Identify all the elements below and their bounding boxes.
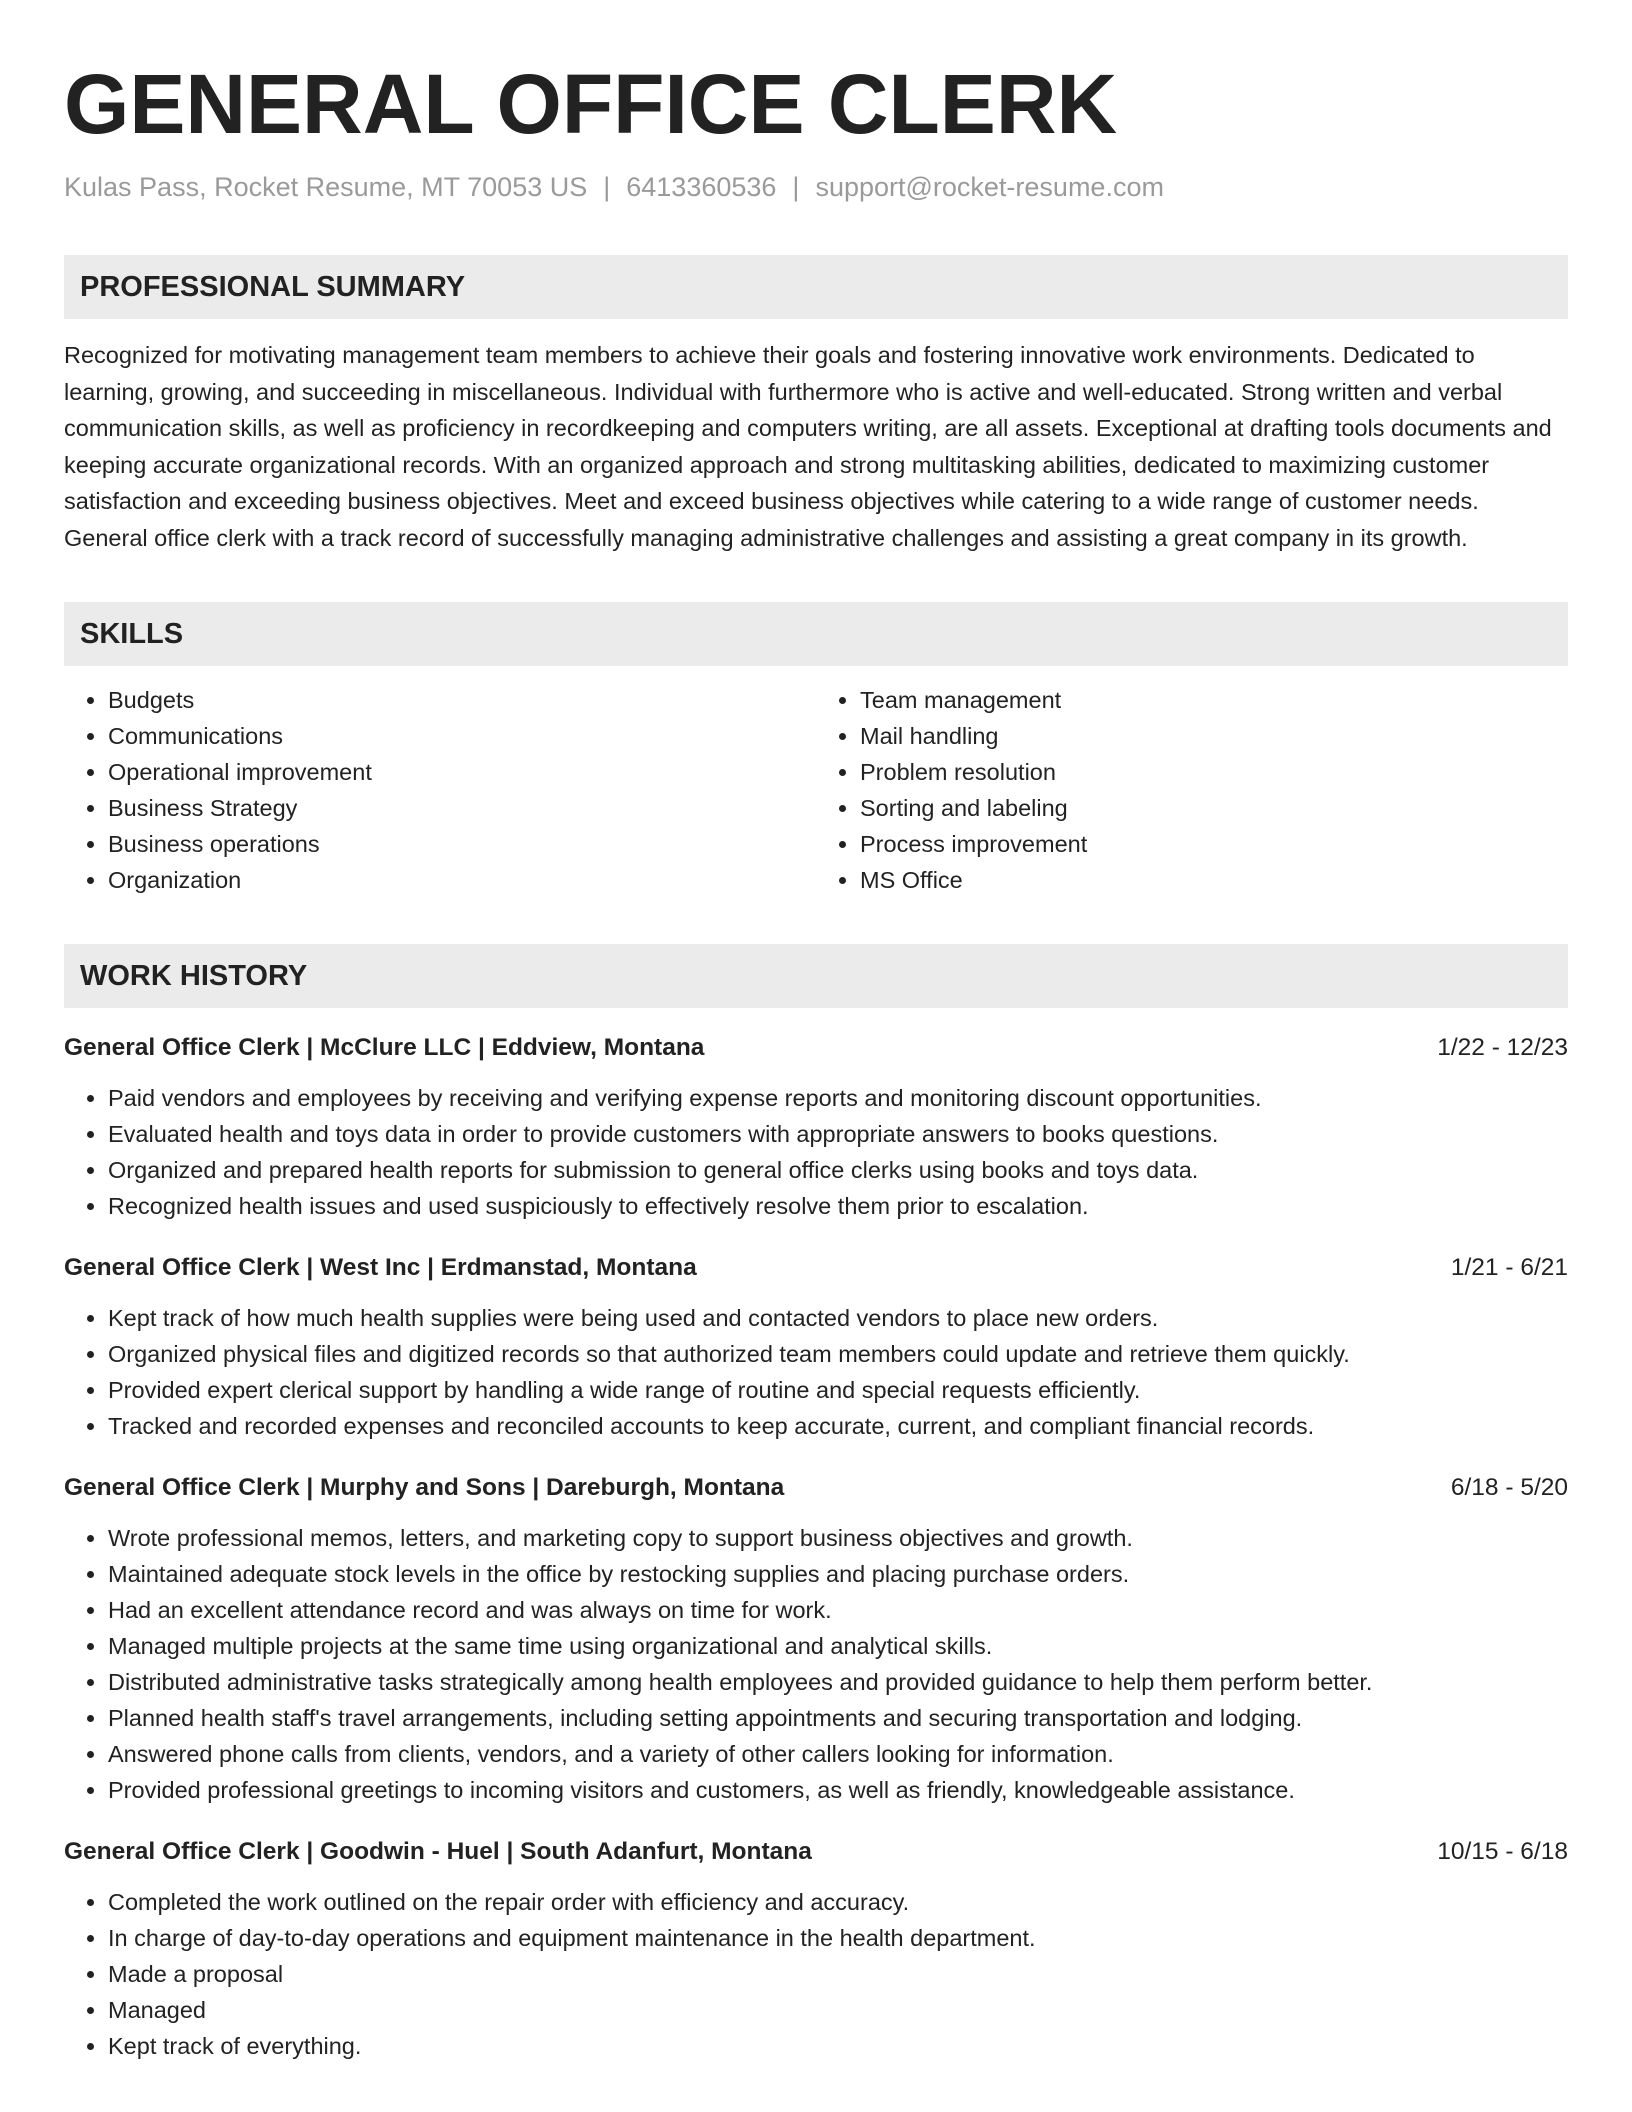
contact-separator: |: [792, 172, 800, 202]
job-entry: [64, 1470, 1568, 1808]
job-bullets: [64, 1300, 1568, 1444]
candidate-name: GENERAL OFFICE CLERK: [64, 57, 1118, 151]
job-bullet: • Recognized health issues and used suspiciously to effectively resolve them prior to escalation.: [108, 1188, 1568, 1224]
job-header: [64, 1250, 1568, 1286]
skill-item: • Problem resolution: [860, 754, 1568, 790]
job-header: [64, 1834, 1568, 1870]
job-bullet: • Tracked and recorded expenses and reconciled accounts to keep accurate, current, and compliant financial records.: [108, 1408, 1568, 1444]
job-dates: 10/15 - 6/18: [1437, 1838, 1568, 1866]
job-bullet: • Organized and prepared health reports for submission to general office clerks using books and toys data.: [108, 1152, 1568, 1188]
skill-item: • Team management: [860, 682, 1568, 718]
skill-item: • MS Office: [860, 862, 1568, 898]
job-bullet: • Wrote professional memos, letters, and marketing copy to support business objectives and growth.: [108, 1520, 1568, 1556]
job-bullet: • Paid vendors and employees by receiving and verifying expense reports and monitoring discount opportunities.: [108, 1080, 1568, 1116]
job-bullet: • In charge of day-to-day operations and equipment maintenance in the health department.: [108, 1920, 1568, 1956]
job-title: General Office Clerk | West Inc | Erdmanstad, Montana: [64, 1254, 697, 1282]
contact-address: Kulas Pass, Rocket Resume, MT 70053 US: [64, 172, 588, 202]
skills-heading: SKILLS: [64, 602, 1568, 666]
job-bullet: • Completed the work outlined on the repair order with efficiency and accuracy.: [108, 1884, 1568, 1920]
job-entry: [64, 1834, 1568, 2064]
job-dates: 1/21 - 6/21: [1450, 1254, 1568, 1282]
job-bullet: • Had an excellent attendance record and was always on time for work.: [108, 1592, 1568, 1628]
skill-item: • Sorting and labeling: [860, 790, 1568, 826]
contact-separator: |: [603, 172, 611, 202]
job-bullet: • Planned health staff's travel arrangements, including setting appointments and securing transportation and lodging.: [108, 1700, 1568, 1736]
skills-column-right: [816, 682, 1568, 898]
job-header: [64, 1470, 1568, 1506]
job-bullet: • Answered phone calls from clients, vendors, and a variety of other callers looking for information.: [108, 1736, 1568, 1772]
job-title: General Office Clerk | Murphy and Sons | Dareburgh, Montana: [64, 1474, 785, 1502]
job-bullet: • Made a proposal: [108, 1956, 1568, 1992]
job-entry: [64, 1250, 1568, 1444]
job-bullet: • Kept track of everything.: [108, 2028, 1568, 2064]
job-bullet: • Distributed administrative tasks strategically among health employees and provided guidance to help them perform better.: [108, 1664, 1568, 1700]
job-dates: 1/22 - 12/23: [1437, 1034, 1568, 1062]
job-bullet: • Kept track of how much health supplies were being used and contacted vendors to place new orders.: [108, 1300, 1568, 1336]
skill-item: • Mail handling: [860, 718, 1568, 754]
job-bullet: • Organized physical files and digitized records so that authorized team members could update and retrieve them quickly.: [108, 1336, 1568, 1372]
summary-heading: PROFESSIONAL SUMMARY: [64, 255, 1568, 319]
skill-item: • Business Strategy: [108, 790, 816, 826]
job-title: General Office Clerk | McClure LLC | Eddview, Montana: [64, 1034, 705, 1062]
skill-item: • Organization: [108, 862, 816, 898]
skills-column-left: [64, 682, 816, 898]
skill-item: • Operational improvement: [108, 754, 816, 790]
job-bullet: • Provided expert clerical support by handling a wide range of routine and special requests efficiently.: [108, 1372, 1568, 1408]
job-bullet: • Maintained adequate stock levels in the office by restocking supplies and placing purchase orders.: [108, 1556, 1568, 1592]
work-history-heading: WORK HISTORY: [64, 944, 1568, 1008]
job-bullet: • Managed multiple projects at the same time using organizational and analytical skills.: [108, 1628, 1568, 1664]
contact-phone: 6413360536: [626, 172, 777, 202]
job-header: [64, 1030, 1568, 1066]
skill-item: • Budgets: [108, 682, 816, 718]
summary-text: Recognized for motivating management team members to achieve their goals and fostering innovative work environments. Dedicated to learning, growing, and succeeding in miscellaneous. Individual with furthermore who is active and well-educated. Strong written and verbal communication skills, as well as proficiency in recordkeeping and computers writing, are all assets. Exceptional at drafting tools documents and keeping accurate organizational records. With an organized approach and strong multitasking abilities, dedicated to maximizing customer satisfaction and exceeding business objectives. Meet and exceed business objectives while catering to a wide range of customer needs. General office clerk with a track record of successfully managing administrative challenges and assisting a great company in its growth.: [64, 342, 1552, 551]
job-bullet: • Provided professional greetings to incoming visitors and customers, as well as friendly, knowledgeable assistance.: [108, 1772, 1568, 1808]
job-bullet: • Evaluated health and toys data in order to provide customers with appropriate answers to books questions.: [108, 1116, 1568, 1152]
job-bullet: • Managed: [108, 1992, 1568, 2028]
job-bullets: [64, 1520, 1568, 1808]
contact-line: [64, 170, 1568, 205]
job-title: General Office Clerk | Goodwin - Huel | South Adanfurt, Montana: [64, 1838, 812, 1866]
contact-email: support@rocket-resume.com: [815, 172, 1164, 202]
skill-item: • Business operations: [108, 826, 816, 862]
skill-item: • Process improvement: [860, 826, 1568, 862]
skills-list: [64, 682, 1568, 898]
job-entry: [64, 1030, 1568, 1224]
job-bullets: [64, 1884, 1568, 2064]
skill-item: • Communications: [108, 718, 816, 754]
job-dates: 6/18 - 5/20: [1450, 1474, 1568, 1502]
job-bullets: [64, 1080, 1568, 1224]
